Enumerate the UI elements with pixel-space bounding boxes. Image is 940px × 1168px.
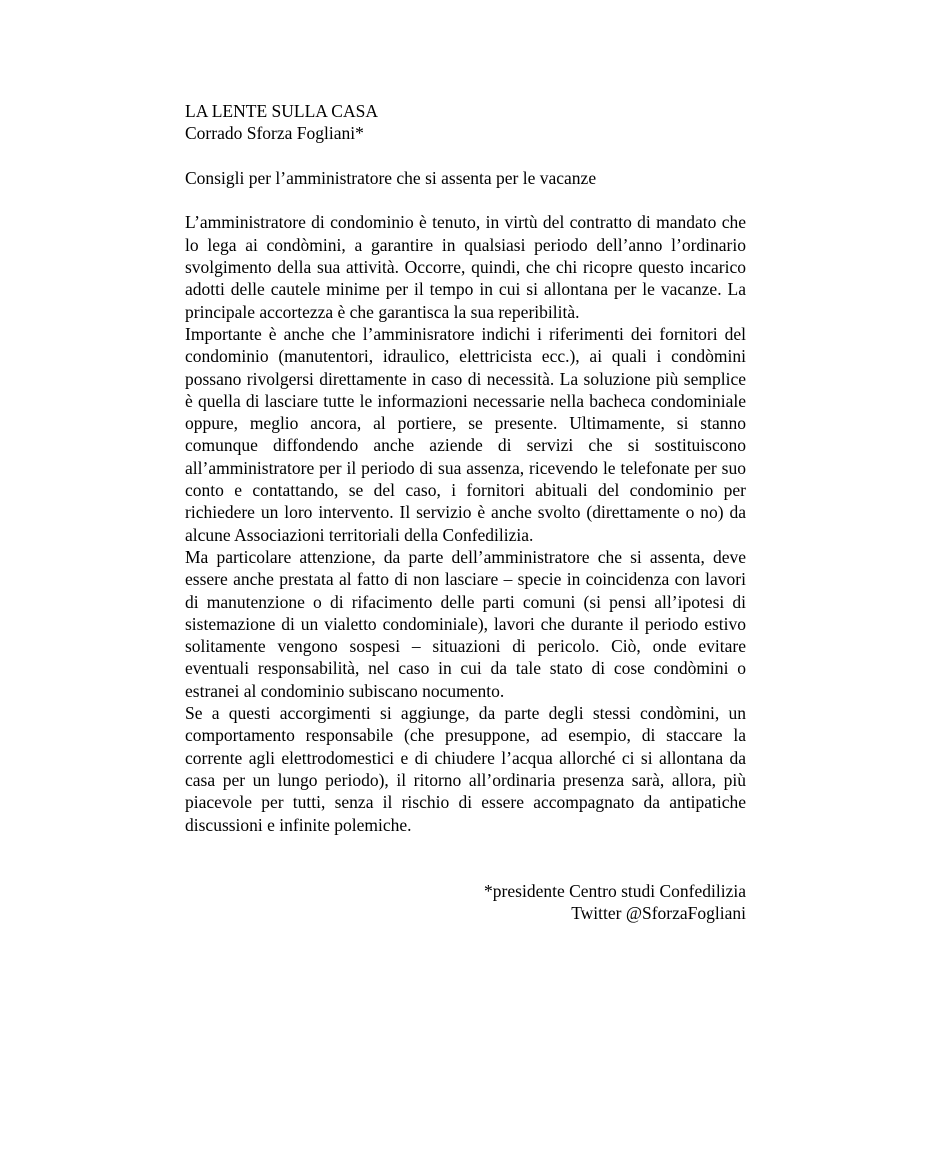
title-block [185, 100, 746, 145]
paragraph-3: Ma particolare attenzione, da parte dell’amministratore che si assenta, deve essere anche prestata al fatto di non lasciare – specie in coincidenza con lavori di manutenzione o di rifacimento delle parti comuni (si pensi all’ipotesi di sistemazione di un vialetto condominiale), lavori che durante il periodo estivo solitamente vengono sospesi – situazioni di pericolo. Ciò, onde evitare eventuali responsabilità, nel caso in cui da tale stato di cose condòmini o estranei al condominio subiscano nocumento. [185, 546, 746, 701]
signature-twitter-handle: Twitter @SforzaFogliani [571, 903, 746, 924]
document-title: LA LENTE SULLA CASA [185, 101, 378, 121]
signature-block [185, 880, 746, 925]
document-subtitle: Consigli per l’amministratore che si assenta per le vacanze [185, 167, 597, 188]
document-byline: Corrado Sforza Fogliani* [185, 123, 364, 144]
paragraph-2: Importante è anche che l’amminisratore indichi i riferimenti dei fornitori del condominio (manutentori, idraulico, elettricista ecc.), ai quali i condòmini possano rivolgersi direttamente in caso di necessità. La soluzione più semplice è quella di lasciare tutte le informazioni necessarie nella bacheca condominiale oppure, meglio ancora, al portiere, se presente. Ultimamente, si stanno comunque diffondendo anche aziende di servizi che si sostituiscono all’amministratore per il periodo di sua assenza, ricevendo le telefonate per suo conto e contattando, se del caso, i fornitori abituali del condominio per richiedere un loro intervento. Il servizio è anche svolto (direttamente o no) da alcune Associazioni territoriali della Confedilizia. [185, 323, 746, 545]
paragraph-1: L’amministratore di condominio è tenuto, in virtù del contratto di mandato che lo lega ai condòmini, a garantire in qualsiasi periodo dell’anno l’ordinario svolgimento della sua attività. Occorre, quindi, che chi ricopre questo incarico adotti delle cautele minime per il tempo in cui si allontana per le vacanze. La principale accortezza è che garantisca la sua reperibilità. [185, 212, 746, 322]
document-body [185, 211, 746, 835]
signature-role: *presidente Centro studi Confedilizia [484, 880, 746, 901]
paragraph-4: Se a questi accorgimenti si aggiunge, da parte degli stessi condòmini, un comportamento responsabile (che presuppone, ad esempio, di staccare la corrente agli elettrodomestici e di chiudere l’acqua allorché ci si allontana da casa per un lungo periodo), il ritorno all’ordinaria presenza sarà, allora, più piacevole per tutti, senza il rischio di essere accompagnato da antipatiche discussioni e infinite polemiche. [185, 703, 746, 835]
